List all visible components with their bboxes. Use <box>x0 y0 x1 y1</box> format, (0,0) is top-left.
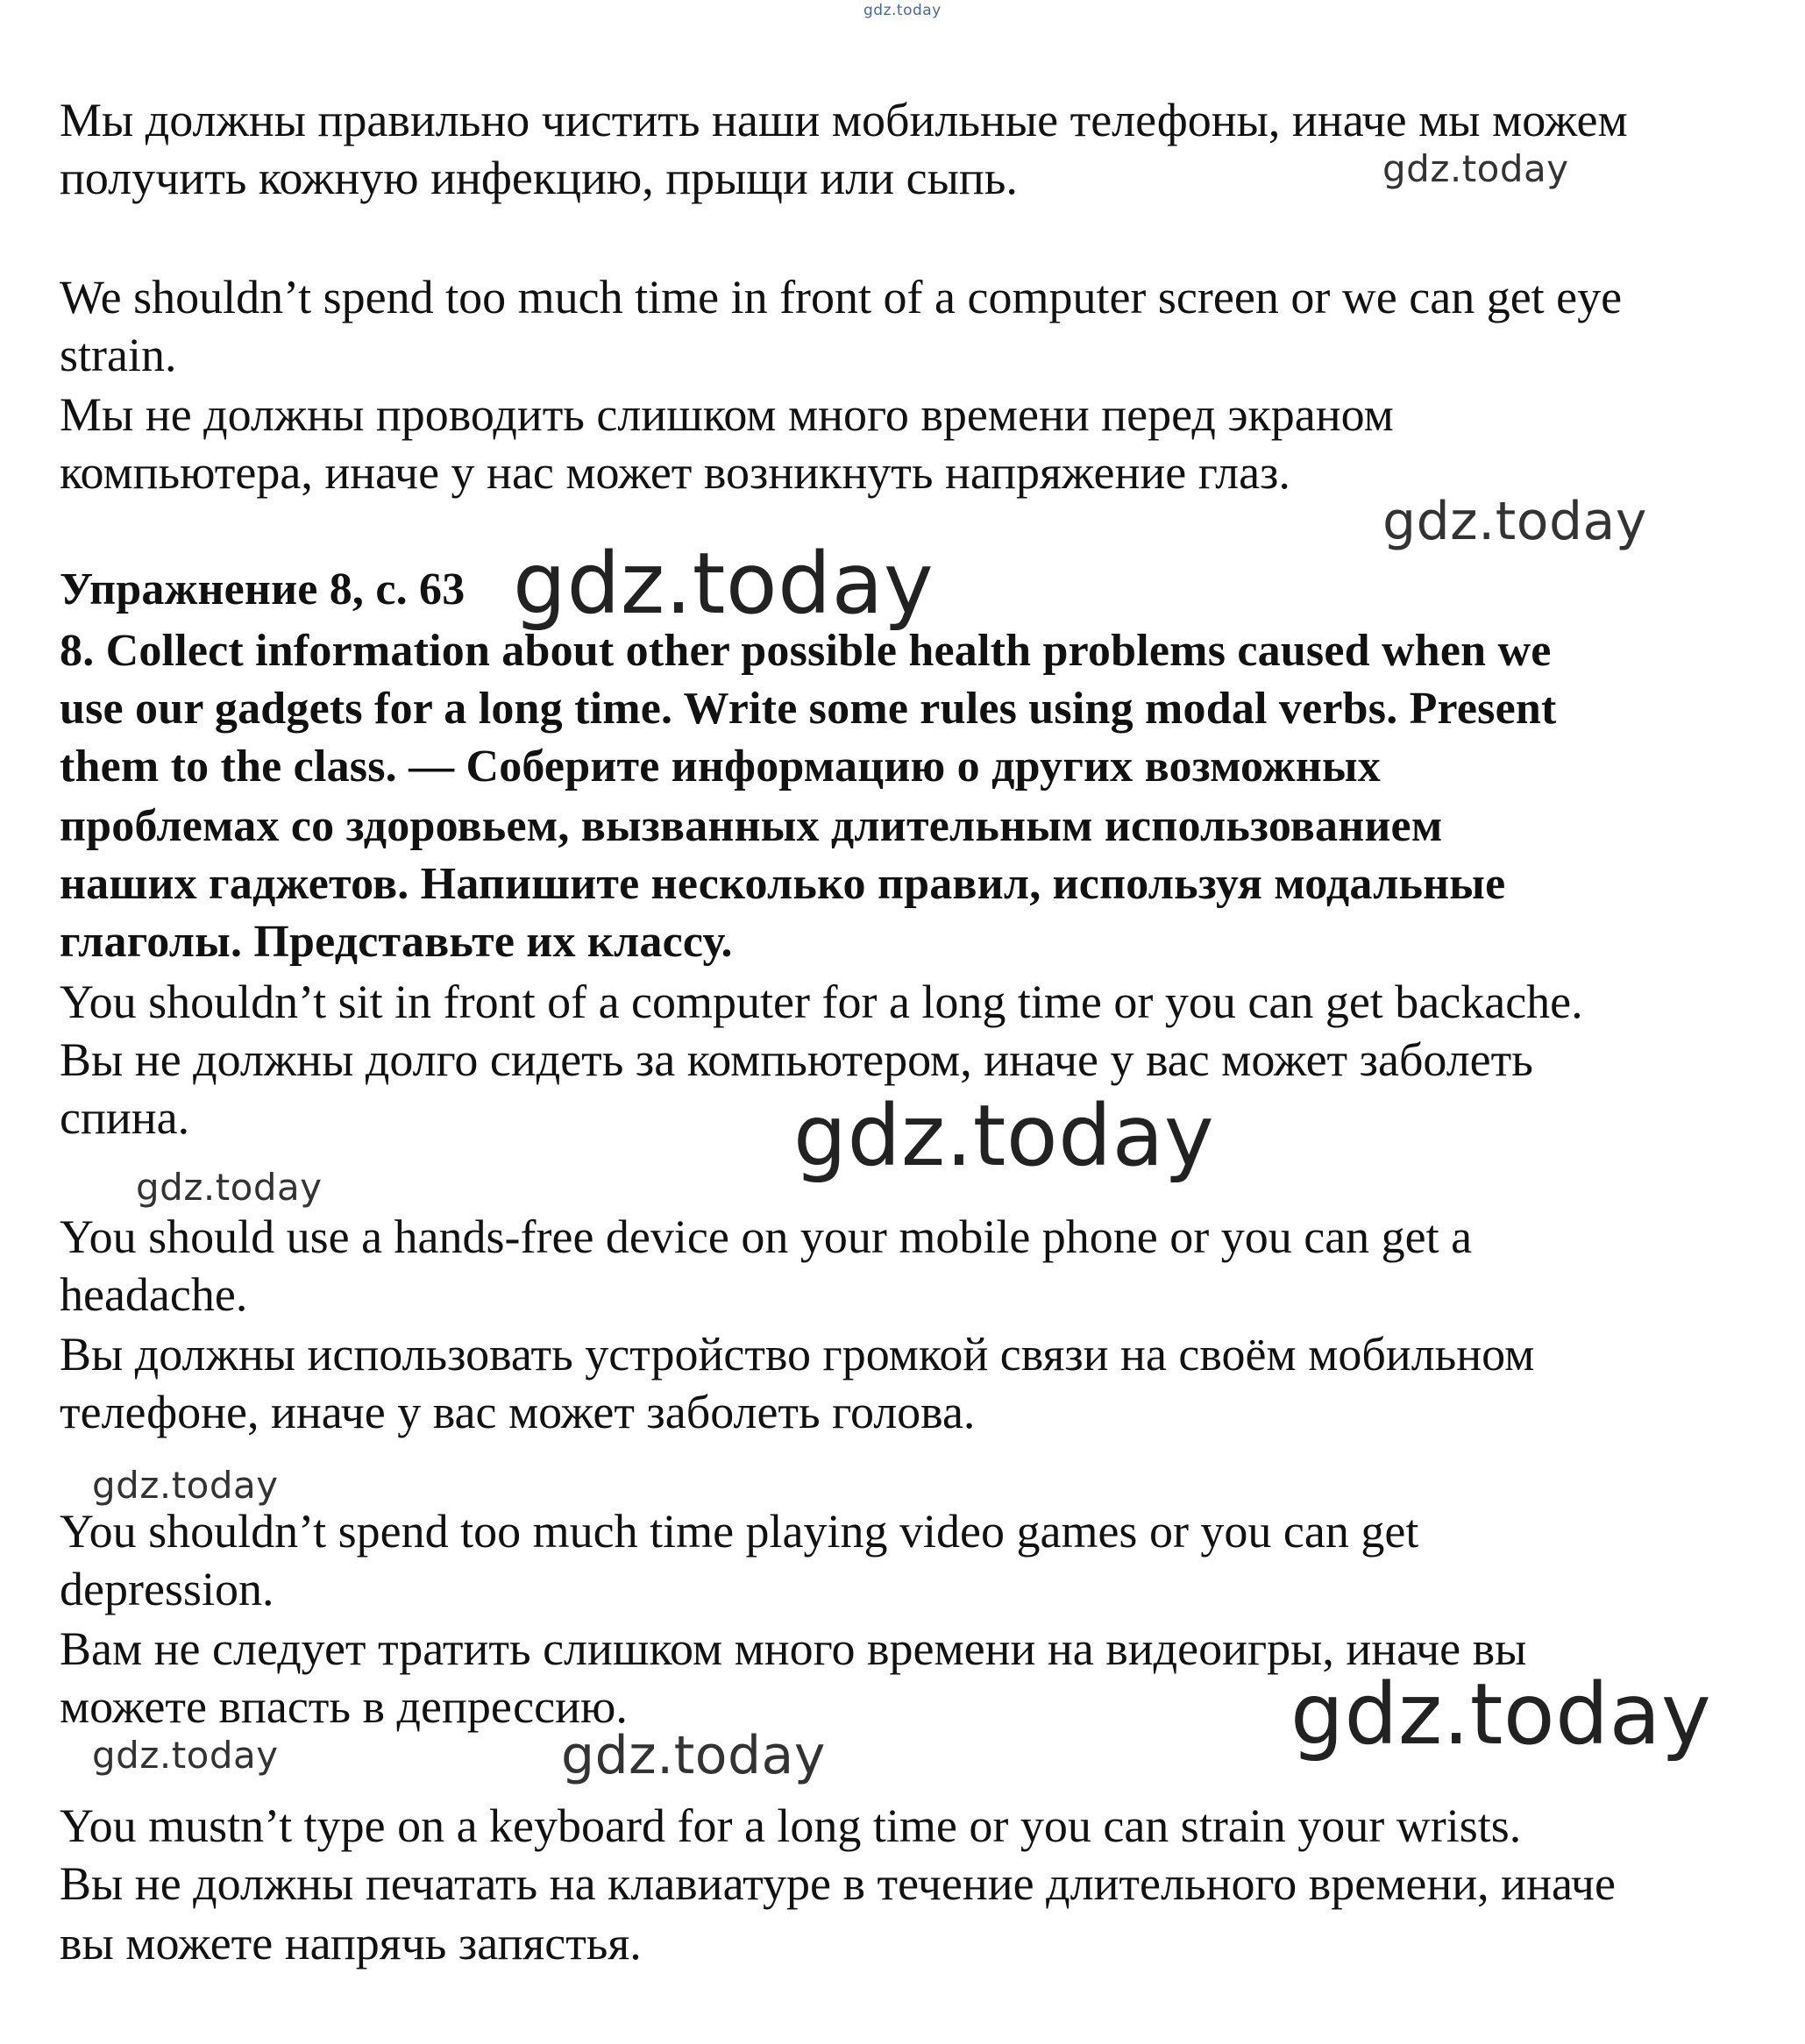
text-line: Мы должны правильно чистить наши мобильные телефоны, иначе мы можем <box>60 94 1628 146</box>
text-line: можете впасть в депрессию. <box>60 1680 628 1733</box>
text-line: You mustn’t type on a keyboard for a long time or you can strain your wrists. <box>60 1799 1522 1852</box>
text-line: You shouldn’t sit in front of a computer for a long time or you can get backache. <box>60 976 1583 1028</box>
watermark: gdz.today <box>1382 491 1647 552</box>
watermark: gdz.today <box>561 1725 826 1786</box>
watermark: gdz.today <box>92 1734 279 1777</box>
text-line: телефоне, иначе у вас может заболеть голова. <box>60 1386 976 1438</box>
text-line: вы можете напрячь запястья. <box>60 1917 642 1969</box>
task-line: use our gadgets for a long time. Write some rules using modal verbs. Present <box>60 684 1557 734</box>
text-line: Мы не должны проводить слишком много времени перед экраном <box>60 388 1394 441</box>
text-line: Вы не должны долго сидеть за компьютером, иначе у вас может заболеть <box>60 1033 1533 1086</box>
watermark: gdz.today <box>513 535 934 633</box>
watermark: gdz.today <box>92 1464 279 1507</box>
text-line: компьютера, иначе у нас может возникнуть напряжение глаз. <box>60 446 1290 499</box>
text-line: strain. <box>60 329 177 381</box>
task-line: them to the class. — Соберите информацию о других возможных <box>60 742 1381 791</box>
task-line: наших гаджетов. Напишите несколько правил, используя модальные <box>60 859 1506 909</box>
text-line: You should use a hands-free device on your mobile phone or you can get a <box>60 1210 1473 1263</box>
exercise-heading: Упражнение 8, с. 63 <box>60 564 465 614</box>
text-line: Вам не следует тратить слишком много времени на видеоигры, иначе вы <box>60 1622 1527 1675</box>
text-line: спина. <box>60 1091 190 1144</box>
text-line: Вы должны использовать устройство громкой связи на своём мобильном <box>60 1328 1535 1380</box>
text-line: получить кожную инфекцию, прыщи или сыпь. <box>60 152 1018 204</box>
watermark: gdz.today <box>1382 147 1569 190</box>
task-line: 8. Collect information about other possible health problems caused when we <box>60 626 1552 676</box>
text-line: depression. <box>60 1563 274 1615</box>
text-line: Вы не должны печатать на клавиатуре в течение длительного времени, иначе <box>60 1857 1616 1910</box>
watermark-top: gdz.today <box>863 2 942 19</box>
watermark: gdz.today <box>136 1166 323 1209</box>
task-line: проблемах со здоровьем, вызванных длительным использованием <box>60 801 1443 851</box>
text-line: You shouldn’t spend too much time playing video games or you can get <box>60 1505 1419 1558</box>
task-line: глаголы. Представьте их классу. <box>60 917 733 967</box>
text-line: headache. <box>60 1268 248 1321</box>
watermark: gdz.today <box>793 1087 1215 1185</box>
text-line: We shouldn’t spend too much time in front of a computer screen or we can get eye <box>60 271 1623 323</box>
watermark: gdz.today <box>1290 1665 1712 1764</box>
